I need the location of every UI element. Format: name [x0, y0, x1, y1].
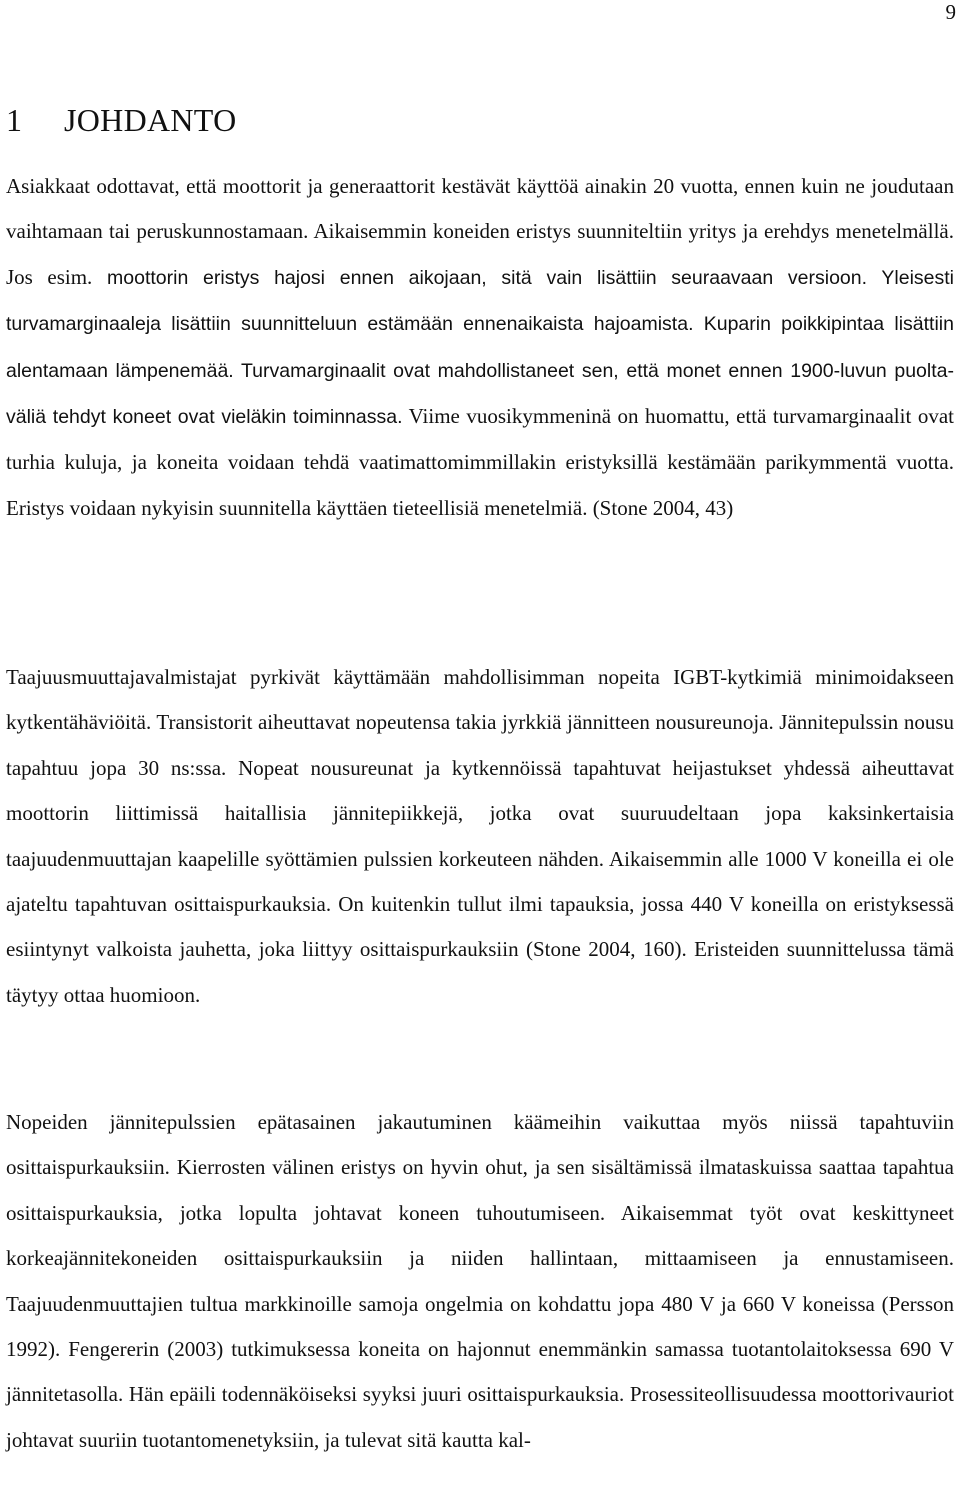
- chapter-number: 1: [6, 102, 23, 138]
- paragraph-1-text-c: Viime vuosikymmeninä on huomattu, että turvamarginaalit ovat turhia kuluja, ja koneita voidaan tehdä vaatimattomimmillakin eristyksillä kestämään parikymmentä vuotta. Eristys voidaan nykyisin suunnitella käyttäen tieteellisiä menetelmiä. (Stone 2004, 43): [6, 404, 954, 520]
- paragraph-3: Nopeiden jännitepulssien epätasainen jakautuminen käämeihin vaikuttaa myös niissä tapahtuviin osittaispurkauksiin. Kierrosten välinen eristys on hyvin ohut, ja sen sisältämissä ilmataskuissa saattaa tapahtua osittaispurkauksia, jotka lopulta johtavat koneen tuhoutumiseen. Aikaisemmat työt ovat keskittyneet korkeajännitekoneiden osittaispurkauksiin ja niiden hallintaan, mittaamiseen ja ennustamiseen. Taajuudenmuuttajien tultua markkinoille samoja ongelmia on kohdattu jopa 480 V ja 660 V koneissa (Persson 1992). Fengererin (2003) tutkimuksessa koneita on hajonnut enemmänkin samassa tuotantolaitoksessa 690 V jännitetasolla. Hän epäili todennäköiseksi syyksi juuri osittaispurkauksia. Prosessiteollisuudessa moottorivauriot johtavat suuriin tuotantomenetyksiin, ja tulevat sitä kautta kal-: [6, 1110, 954, 1452]
- paragraph-2: Taajuusmuuttajavalmistajat pyrkivät käyttämään mahdollisimman nopeita IGBT-kytkimiä minimoidakseen kytkentähäviöitä. Transistorit aiheuttavat nopeutensa takia jyrkkiä jännitteen nousureunoja. Jännitepulssin nousu tapahtuu jopa 30 ns:ssa. Nopeat nousureunat ja kytkennöissä tapahtuvat heijastukset yhdessä aiheuttavat moottorin liittimissä haitallisia jännitepiikkejä, jotka ovat suuruudeltaan jopa kaksinkertaisia taajuudenmuuttajan kaapelille syöttämien pulssien korkeuteen nähden. Aikaisemmin alle 1000 V koneilla ei ole ajateltu tapahtuvan osittaispurkauksia. On kuitenkin tullut ilmi tapauksia, jossa 440 V koneilla on eristyksessä esiintynyt valkoista jauhetta, joka liittyy osittaispurkauksiin (Stone 2004, 160). Eristeiden suunnittelussa tämä täytyy ottaa huomioon.: [6, 665, 954, 1007]
- paragraph-1-text-b: moottorin eristys hajosi ennen aikojaan, sitä vain lisättiin seuraavaan versioon. Yleisesti turvamarginaaleja lisättiin suunnitteluun estämään ennenaikaista hajoamista. Kuparin poikkipintaa lisättiin alentamaan lämpenemää. Turvamarginaalit ovat mahdollistaneet sen, että monet ennen 1900-luvun puoltaväliä tehdyt koneet ovat vieläkin toiminnassa.: [6, 266, 954, 429]
- chapter-heading: [6, 100, 236, 140]
- page-number: 9: [945, 0, 956, 24]
- paragraph-1: [6, 164, 954, 531]
- paragraph-1-text-a: Asiakkaat odottavat, että moottorit ja generaattorit kestävät käyttöä ainakin 20 vuotta, ennen kuin ne joudutaan vaihtamaan tai peruskunnostamaan. Aikaisemmin koneiden eristys suunniteltiin yritys ja erehdys menetelmällä. Jos esim.: [6, 174, 954, 289]
- chapter-title: JOHDANTO: [64, 102, 237, 138]
